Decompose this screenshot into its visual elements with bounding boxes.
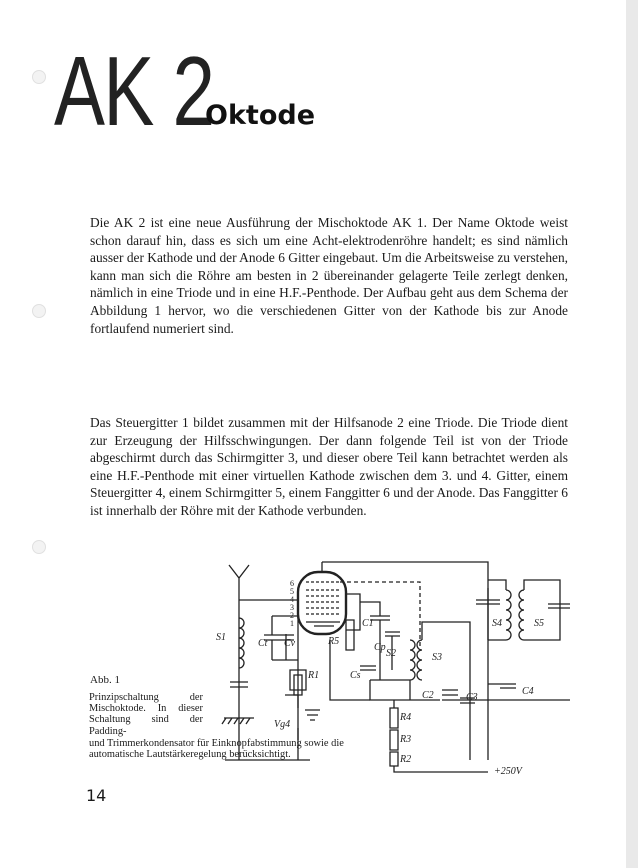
tube-type-code: AK 2 (54, 36, 214, 146)
grid-number-6: 6 (290, 579, 294, 588)
label-s5: S5 (534, 618, 544, 629)
label-r1: R1 (308, 670, 320, 681)
grid-number-1: 1 (290, 619, 294, 628)
page-edge-shadow (626, 0, 638, 868)
chassis-ground-symbol (222, 718, 254, 724)
antenna-symbol (229, 565, 249, 600)
label-vg4: Vg4 (274, 719, 291, 730)
grid-number-2: 2 (290, 611, 294, 620)
figure-caption-part2: und Trimmerkondensator für Einknopfabstimmung sowie die automatische Lautstärkeregelung berücksichtigt. (89, 738, 344, 761)
label-cv: Cv (284, 638, 296, 649)
if-filter-s4-s5 (476, 580, 570, 640)
binder-hole-middle (32, 304, 46, 318)
tube-type-name: Oktode (205, 100, 316, 131)
figure-label: Abb. 1 (90, 674, 120, 686)
label-s2: S2 (386, 648, 396, 659)
label-r4: R4 (400, 712, 412, 723)
label-cp: Cp (374, 642, 386, 653)
body-paragraph-2: Das Steuergitter 1 bildet zusammen mit der Hilfsanode 2 eine Triode. Die Triode dient zur Erzeugung der Hilfsschwingungen. Der dann folgende Teil ist von der Triode abgeschirmt durch das Schirmgitter 3, und dieser obere Teil kann betrachtet werden als eine H.F.-Penthode mit einer virtuellen Kathode zwischen dem 3. und 4. Gitter, einem Steuergitter 4, einem Schirmgitter 5, einem Fanggitter 6 und der Anode. Das Fanggitter 6 ist innerhalb der Röhre mit der Kathode verbunden. (90, 415, 568, 518)
label-r5: R5 (328, 636, 340, 647)
label-c4: C4 (522, 686, 534, 697)
body-paragraph-1: Die AK 2 ist eine neue Ausführung der Mischoktode AK 1. Der Name Oktode weist schon darauf hin, dass es sich um eine Acht-elektrodenröhre handelt; es sind nämlich ausser der Kathode und der Anode 6 Gitter eingebaut. Um die Arbeitsweise zu verstehen, kann man sich die Röhre am besten in 2 übereinander gelagerte Teile zerlegt denken, nämlich in eine Triode und in eine H.F.-Penthode. Der Aufbau geht aus dem Schema der Abbildung 1 hervor, wo die verschiedenen Gitter von der Kathode bis zur Anode fortlaufend numeriert sind. (90, 215, 568, 336)
label-ct: Ct (258, 638, 268, 649)
figure-caption-part1: Prinzipschaltung der Mischoktode. In dieser Schaltung sind der Padding- (89, 692, 203, 737)
label-supply-voltage: +250V (494, 766, 522, 777)
label-r3: R3 (400, 734, 412, 745)
label-s4: S4 (492, 618, 502, 629)
octode-tube-symbol (298, 562, 346, 634)
label-r2: R2 (400, 754, 412, 765)
grid-number-3: 3 (290, 603, 294, 612)
grid-number-4: 4 (290, 595, 294, 604)
binder-hole-top (32, 70, 46, 84)
label-c3: C3 (466, 692, 478, 703)
label-c2: C2 (422, 690, 434, 701)
page-number: 14 (86, 786, 107, 805)
label-cs: Cs (350, 670, 361, 681)
inductor-s1 (239, 618, 244, 668)
grid-number-5: 5 (290, 587, 294, 596)
resistor-r5-symbol (346, 620, 354, 650)
label-s1: S1 (216, 632, 226, 643)
label-s3: S3 (432, 652, 442, 663)
label-c1: C1 (362, 618, 374, 629)
binder-hole-bottom (32, 540, 46, 554)
